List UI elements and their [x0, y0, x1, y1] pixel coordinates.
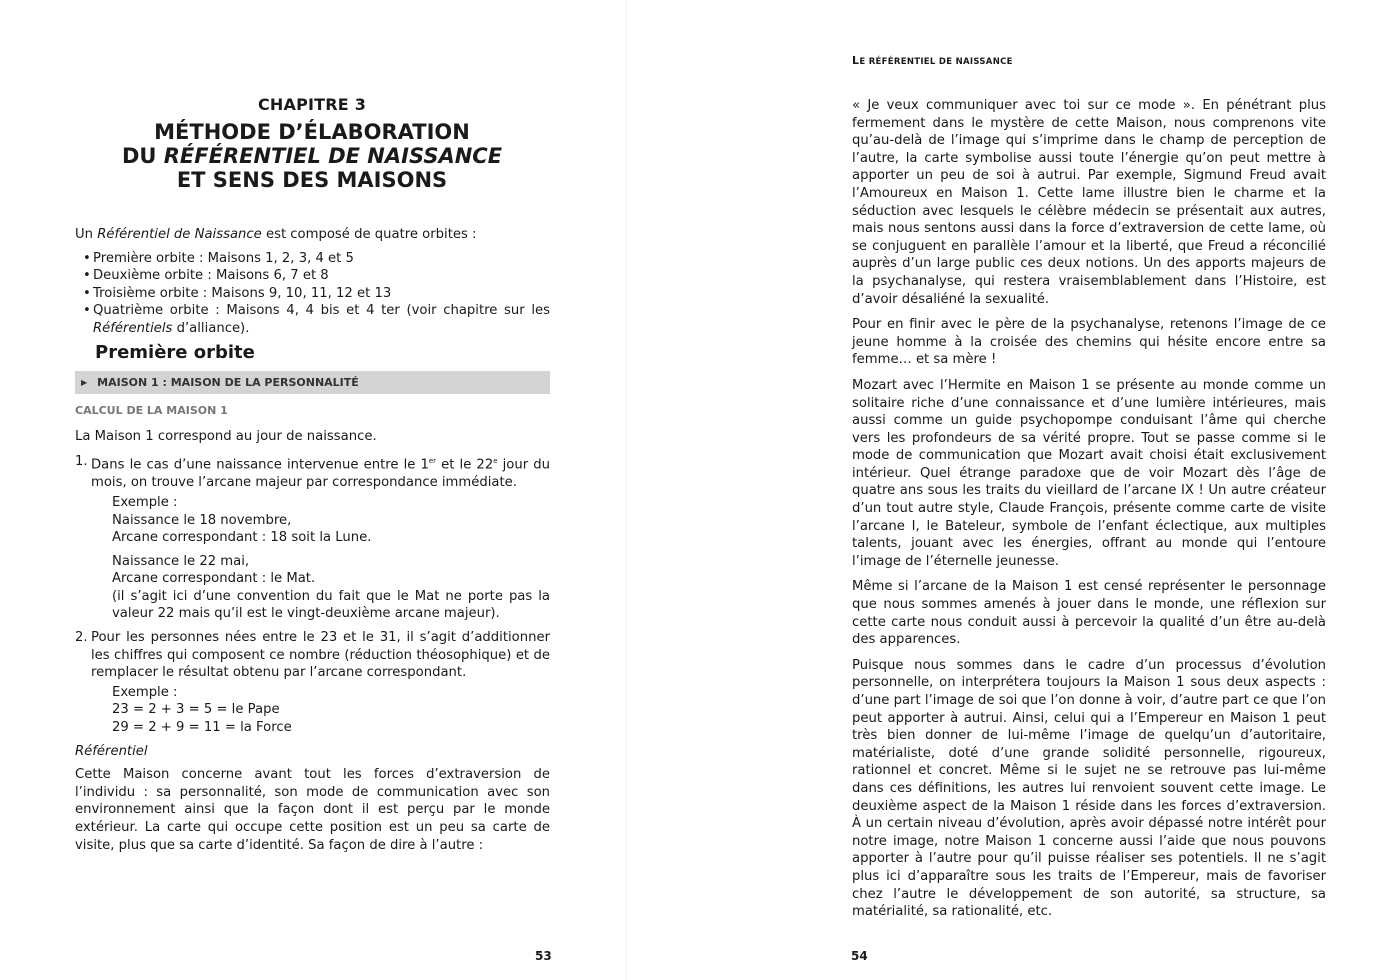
page-number-right: 54 — [851, 949, 868, 963]
example-line: Arcane correspondant : 18 soit la Lune. — [112, 530, 372, 546]
example-line: 23 = 2 + 3 = 5 = le Pape — [112, 702, 280, 718]
maison-bar-label: MAISON 1 : MAISON DE LA PERSONNALITÉ — [97, 375, 359, 389]
step1-text-a: Dans le cas d’une naissance intervenue entre le 1 — [91, 457, 429, 473]
page-gutter — [626, 0, 627, 980]
chapter-title-line1: MÉTHODE D’ÉLABORATION — [154, 120, 470, 144]
chapter-title — [74, 120, 550, 192]
triangle-right-icon: ▶ — [81, 377, 88, 387]
title-prefix: DU — [121, 144, 164, 168]
title-italic: RÉFÉRENTIEL DE NAISSANCE — [163, 144, 503, 168]
intro-prefix: Un — [75, 227, 98, 242]
example-line: Naissance le 22 mai, — [112, 553, 250, 569]
orbit-item: • Première orbite : Maisons 1, 2, 3, 4 et 5 — [83, 250, 550, 268]
body-paragraph: Même si l’arcane de la Maison 1 est censé représenter le personnage que nous sommes amenés à jouer dans le monde, une réflexion sur cette carte nous conduit aussi à percevoir la qualité d’un être au-delà des apparences. — [852, 579, 1326, 648]
orbit-item: • Deuxième orbite : Maisons 6, 7 et 8 — [83, 267, 550, 285]
chapter-title-line2 — [74, 144, 550, 168]
example-label: Exemple : — [112, 684, 178, 700]
section-heading: Première orbite — [95, 341, 255, 363]
running-head-small: ÉFÉRENTIEL DE NAISSANCE — [875, 57, 1013, 67]
intro-paragraph — [75, 226, 550, 244]
chapter-title-line3: ET SENS DES MAISONS — [176, 168, 448, 192]
body-paragraph: Pour en finir avec le père de la psychanalyse, retenons l’image de ce jeune homme à la croisée des chemins qui hésite encore entre sa femme… et sa mère ! — [852, 317, 1326, 368]
example-line: Naissance le 18 novembre, — [112, 512, 292, 528]
orbit4-italic: Référentiels — [93, 320, 173, 336]
intro-suffix: est composé de quatre orbites : — [261, 227, 477, 242]
step1-text-c: jour du mois, on trouve l’arcane majeur par correspondance immédiate. — [91, 457, 550, 491]
example-block — [91, 684, 550, 737]
left-column — [75, 226, 550, 862]
orbit-item: • Troisième orbite : Maisons 9, 10, 11, 12 et 13 — [83, 285, 550, 303]
left-page — [0, 0, 626, 980]
orbit-item — [83, 302, 550, 337]
referentiel-paragraph: Cette Maison concerne avant tout les forces d’extraversion de l’individu : sa personnalité, son mode de communication avec son environnement ainsi que la façon dont il est perçu par le monde extérieur. La carte qui occupe cette position est un peu sa carte de visite, plus que sa carte d’identité. Sa façon de dire à l’autre : — [75, 767, 550, 853]
example-label: Exemple : — [112, 494, 178, 510]
body-paragraph: Mozart avec l’Hermite en Maison 1 se présente au monde comme un solitaire riche d’une connaissance et d’une lumière intérieures, mais aussi comme un guide psychopompe conduisant l’âme qui cherche vers les profondeurs de sa vérité propre. Tout se passe comme si le mode de communication que Mozart avait choisi était exclusivement intérieur. Quel étrange paradoxe que de voir Mozart dès l’âge de quatre ans sous les traits du vieillard de l’arcane IX ! Un autre créateur d’un tout autre style, Claude François, présente comme carte de visite l’arcane I, le Bateleur, symbole de l’enfant éclectique, aux multiples talents, jouant avec les énergies, offrant au monde qui l’entoure l’image de l’éternelle jeunesse. — [852, 377, 1326, 569]
chapter-number: CHAPITRE 3 — [257, 95, 367, 114]
steps-list — [75, 453, 550, 736]
superscript: e — [493, 457, 498, 466]
intro-italic: Référentiel de Naissance — [97, 227, 262, 242]
step-number: 2. — [75, 630, 88, 646]
maison-section-bar — [75, 371, 550, 394]
chapter-header — [74, 95, 550, 192]
example-line: Arcane correspondant : le Mat. — [112, 571, 316, 587]
step1-text-b: et le 22 — [436, 457, 494, 473]
step-number: 1. — [75, 454, 88, 470]
example-block — [91, 494, 550, 623]
step1-text — [91, 453, 550, 492]
step-item-1 — [75, 453, 550, 623]
example-note: (il s’agit ici d’une convention du fait que le Mat ne porte pas la valeur 22 mais qu’il est le vingt-deuxième arcane majeur). — [112, 588, 550, 622]
referentiel-label: Référentiel — [75, 743, 148, 759]
step2-text: Pour les personnes nées entre le 23 et le 31, il s’agit d’additionner les chiffres qui composent ce nombre (réduction théosophique) et de remplacer le résultat obtenu par l’arcane correspondant. — [91, 630, 550, 681]
superscript: er — [428, 457, 437, 466]
running-head — [852, 54, 1013, 67]
orbit4-text: Quatrième orbite : Maisons 4, 4 bis et 4 ter (voir chapitre sur les — [93, 303, 550, 319]
body-paragraph: « Je veux communiquer avec toi sur ce mode ». En pénétrant plus fermement dans le mystère de cette Maison, nous comprenons vite qu’au-delà de l’image qui s’imprime dans le champ de perception de l’autre, la carte symbolise aussi toute l’énergie qu’on peut mettre à apporter un peu de soi à autrui. Par exemple, Sigmund Freud avait l’Amoureux en Maison 1. Cette lame illustre bien le charme et la séduction avec lesquels le célèbre médecin se présentait aux autres, mais nous sentons aussi dans la force d’extraversion de cette lame, où se conjuguent en parallèle l’amour et la liberté, que Freud a réconcilié auprès d’un large public ces deux notions. Un des apports majeurs de la psychanalyse, qui restera vraisemblablement dans l’Histoire, est d’avoir désaliéné la sexualité. — [852, 98, 1326, 307]
example-line: 29 = 2 + 9 = 11 = la Force — [112, 720, 292, 736]
orbit4-suffix: d’alliance). — [172, 320, 250, 336]
body-paragraph: Puisque nous sommes dans le cadre d’un processus d’évolution personnelle, on interprétera toujours la Maison 1 sous deux aspects : d’une part l’image de soi que l’on donne à voir, d’autre part ce que l’on peut apporter à autrui. Ainsi, celui qui a l’Empereur en Maison 1 peut très bien donner de lui-même l’image de quelqu’un d’autoritaire, matérialiste, doté d’une grande solidité personnelle, rigoureux, rationnel et concret. Même si le sujet ne se retrouve pas lui-même dans ces définitions, les autres lui renvoient souvent cette image. Le deuxième aspect de la Maison 1 réside dans les forces d’extraversion. À un certain niveau d’évolution, après avoir dépassé notre intérêt pour notre image, notre Maison 1 concerne aussi l’aide que nous pouvons apporter à l’autre pour qu’il puisse réaliser ses potentiels. Il ne s’agit plus ici d’apparaître sous les traits de l’Empereur, mais de favoriser chez l’autre le développement de son autorité, sa structure, sa matérialité, sa rationalité, etc. — [852, 657, 1326, 920]
orbit-list — [75, 250, 550, 338]
maison-intro: La Maison 1 correspond au jour de naissance. — [75, 428, 377, 444]
page-number-left: 53 — [535, 949, 552, 963]
calcul-heading: CALCUL DE LA MAISON 1 — [75, 404, 228, 418]
running-head-small: E — [859, 57, 869, 67]
running-head-cap: L — [852, 54, 860, 67]
right-column — [852, 97, 1326, 929]
step-item-2 — [75, 629, 550, 737]
running-head-cap: R — [868, 57, 876, 67]
